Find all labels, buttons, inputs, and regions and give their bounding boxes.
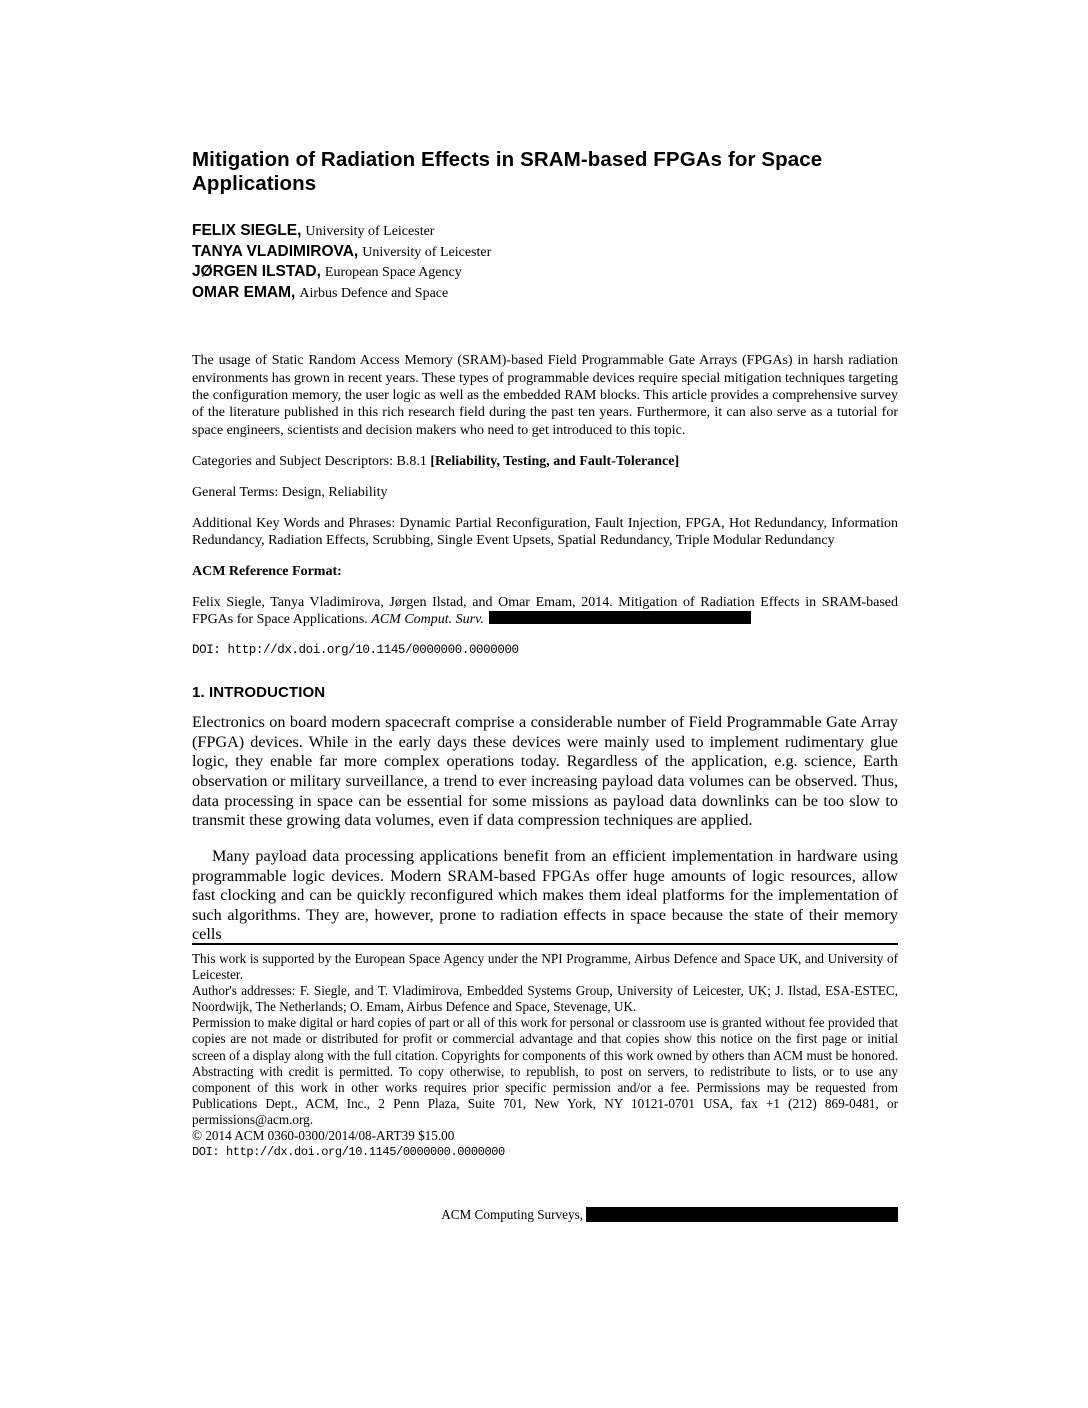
categories-line [192,453,898,470]
footnote-copyright: © 2014 ACM 0360-0300/2014/08-ART39 $15.00 [192,1128,455,1144]
citation-text: Felix Siegle, Tanya Vladimirova, Jørgen Ilstad, and Omar Emam, 2014. Mitigation of Radiation Effects in SRAM-based FPGAs for Space Applications. [192,594,898,627]
author-block [192,221,898,303]
author-affiliation: University of Leicester [362,244,492,260]
author-line [192,283,898,304]
author-line [192,242,898,263]
intro-paragraph-1: Electronics on board modern spacecraft comprise a considerable number of Field Programmable Gate Array (FPGA) devices. While in the early days these devices were mainly used to implement rudimentary glue logic, they enable far more complex operations today. Regardless of the application, e.g. science, Earth observation or military surveillance, a trend to ever increasing payload data volumes can be observed. Thus, data processing in space can be essential for some missions as payload data downlinks can be too slow to transmit these growing data volumes, even if data compression techniques are applied. [192,713,898,830]
section-heading-introduction: 1. INTRODUCTION [192,683,326,701]
keywords-line: Additional Key Words and Phrases: Dynamic Partial Reconfiguration, Fault Injection, FPGA, Hot Redundancy, Information Redundancy, Radiation Effects, Scrubbing, Single Event Upsets, Spatial Redundancy, Triple Modular Redundancy [192,515,898,548]
footnote-support: This work is supported by the European Space Agency under the NPI Programme, Airbus Defence and Space UK, and University of Leicester. [192,951,898,983]
redaction-bar [489,611,751,624]
author-affiliation: European Space Agency [324,265,462,281]
general-terms-line: General Terms: Design, Reliability [192,484,388,500]
author-name: OMAR EMAM, [192,283,296,301]
categories-prefix: Categories and Subject Descriptors: B.8.1 [192,453,431,469]
categories-descriptor: [Reliability, Testing, and Fault-Tolerance] [430,453,680,469]
author-line [192,262,898,283]
footnote-permission: Permission to make digital or hard copies of part or all of this work for personal or classroom use is granted without fee provided that copies are not made or distributed for profit or commercial advantage and that copies show this notice on the first page or initial screen of a display along with the full citation. Copyrights for components of this work owned by others than ACM must be honored. Abstracting with credit is permitted. To copy otherwise, to republish, to post on servers, to redistribute to lists, or to use any component of this work in other works requires prior specific permission and/or a fee. Permissions may be requested from Publications Dept., ACM, Inc., 2 Penn Plaza, Suite 701, New York, NY 10121-0701 USA, fax +1 (212) 869-0481, or permissions@acm.org. [192,1015,898,1127]
intro-paragraph-2: Many payload data processing applications benefit from an efficient implementation in hardware using programmable logic devices. Modern SRAM-based FPGAs offer huge amounts of logic resources, allow fast clocking and can be quickly reconfigured which makes them ideal platforms for the implementation of such algorithms. They are, however, prone to radiation effects in space because the state of their memory cells [192,847,898,944]
paper-title: Mitigation of Radiation Effects in SRAM-based FPGAs for Space Applications [192,148,823,196]
footer-redaction-bar [586,1207,898,1222]
journal-name: ACM Comput. Surv. [371,611,484,627]
author-name: FELIX SIEGLE, [192,222,302,240]
author-line [192,221,898,242]
footnote-doi-link[interactable]: DOI: http://dx.doi.org/10.1145/0000000.0000000 [192,1145,505,1160]
author-name: TANYA VLADIMIROVA, [192,242,359,260]
acm-reference-heading: ACM Reference Format: [192,563,342,579]
reference-doi-link[interactable]: DOI: http://dx.doi.org/10.1145/0000000.0000000 [192,642,519,657]
paper-content [192,148,898,961]
acm-reference-citation [192,594,898,628]
footnote-block [192,943,898,1160]
footnote-addresses: Author's addresses: F. Siegle, and T. Vladimirova, Embedded Systems Group, University of Leicester, UK; J. Ilstad, ESA-ESTEC, Noordwijk, The Netherlands; O. Emam, Airbus Defence and Space, Stevenage, UK. [192,983,898,1015]
footer-journal-label: ACM Computing Surveys, [441,1207,583,1222]
footnote-divider [192,943,898,945]
author-affiliation: Airbus Defence and Space [299,285,449,301]
author-name: JØRGEN ILSTAD, [192,263,321,281]
author-affiliation: University of Leicester [305,224,435,240]
abstract: The usage of Static Random Access Memory (SRAM)-based Field Programmable Gate Arrays (FPGAs) in harsh radiation environments has grown in recent years. These types of programmable devices require special mitigation techniques targeting the configuration memory, the user logic as well as the embedded RAM blocks. This article provides a comprehensive survey of the literature published in this rich research field during the past ten years. Furthermore, it can also serve as a tutorial for space engineers, scientists and decision makers who need to get introduced to this topic. [192,353,898,438]
running-footer [192,1207,898,1223]
